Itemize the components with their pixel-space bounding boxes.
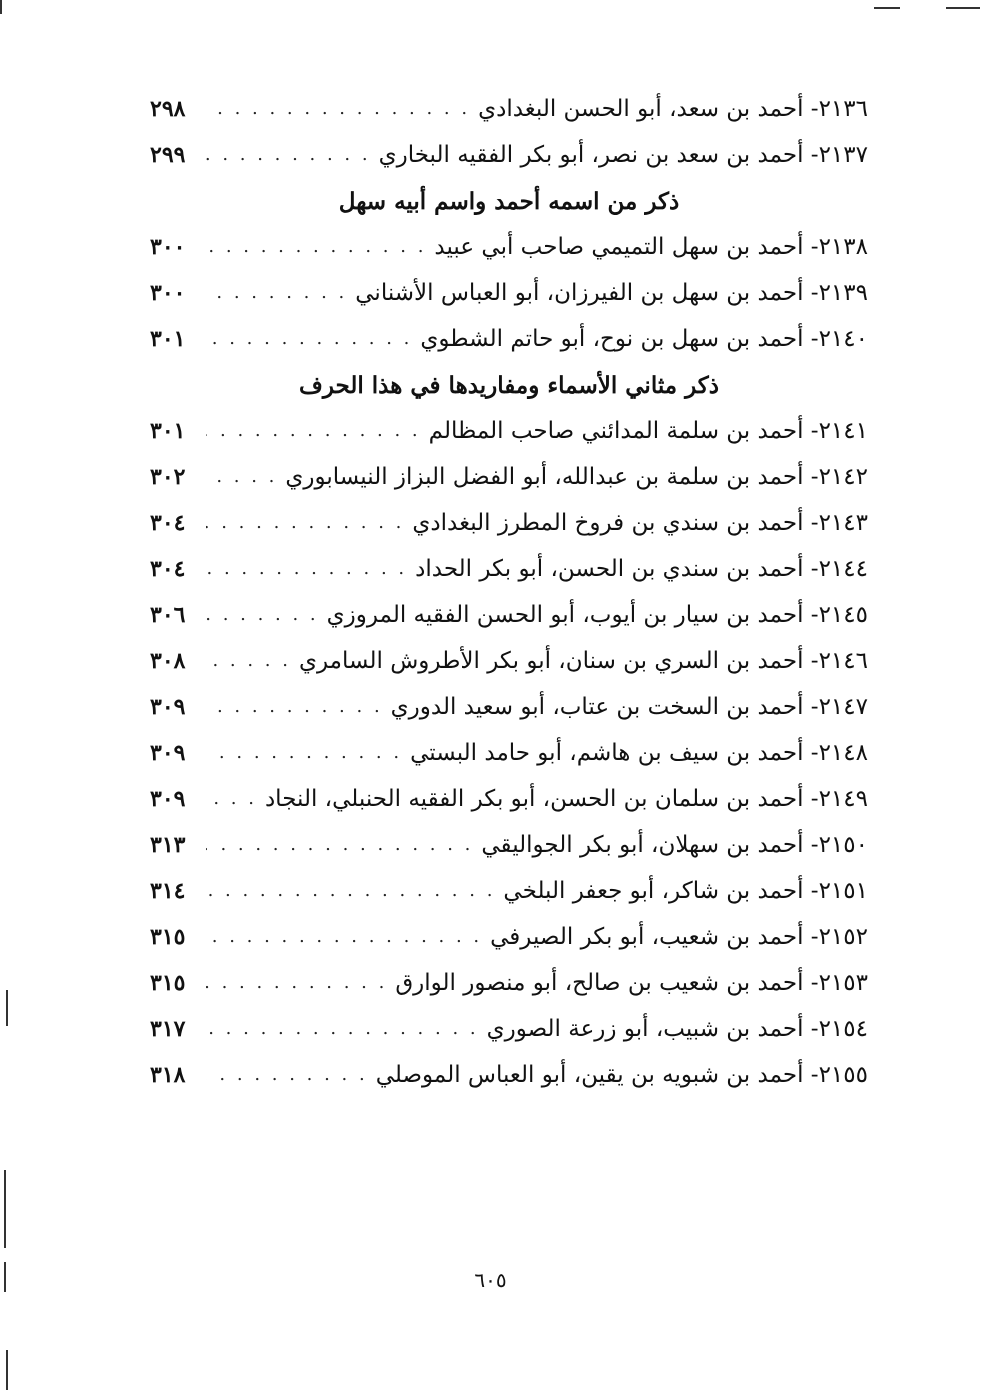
entry-page-number: ٣٠٩ [150,740,186,766]
entry-page-number: ٣٠١ [150,418,186,444]
entry-page-number: ٣١٣ [150,832,186,858]
dot-leader [206,316,412,362]
entry-page-number: ٣١٥ [150,970,186,996]
scan-artifact-left-1 [6,990,8,1026]
dot-leader [206,914,482,960]
toc-entry [150,822,868,868]
entry-title: ٢١٤٦- أحمد بن السري بن سنان، أبو بكر الأطروش السامري [298,648,868,674]
dot-leader [206,1052,368,1098]
dot-leader [206,500,404,546]
entry-page-number: ٣١٤ [150,878,186,904]
entry-title: ٢١٣٧- أحمد بن سعد بن نصر، أبو بكر الفقيه البخاري [378,142,868,168]
toc-entry [150,316,868,362]
entry-title: ٢١٤٨- أحمد بن سيف بن هاشم، أبو حامد البستي [410,740,868,766]
entry-title: ٢١٣٦- أحمد بن سعد، أبو الحسن البغدادي [478,96,868,122]
entry-title: ٢١٤٣- أحمد بن سندي بن فروخ المطرز البغدادي [412,510,868,536]
entry-page-number: ٣٠٦ [150,602,186,628]
dot-leader [206,776,257,822]
entry-page-number: ٣١٨ [150,1062,186,1088]
toc-entry [150,270,868,316]
scan-artifact-left-2 [4,1170,6,1248]
scan-artifact-top-right [874,7,900,9]
entry-page-number: ٣٠٢ [150,464,186,490]
toc-entry [150,1052,868,1098]
toc-entry [150,868,868,914]
entry-page-number: ٣١٥ [150,924,186,950]
entry-title: ٢١٤٤- أحمد بن سندي بن الحسن، أبو بكر الحداد [415,556,868,582]
toc-entry [150,730,868,776]
entry-title: ٢١٤٠- أحمد بن سهل بن نوح، أبو حاتم الشطوي [420,326,868,352]
toc-entry [150,960,868,1006]
entry-page-number: ٣٠٤ [150,510,186,536]
entry-page-number: ٣٠٠ [150,280,186,306]
entry-page-number: ٢٩٩ [150,142,186,168]
toc-entry [150,86,868,132]
entry-title: ٢١٣٨- أحمد بن سهل التميمي صاحب أبي عبيد [434,234,868,260]
entry-title: ٢١٥٠- أحمد بن سهلان، أبو بكر الجواليقي [481,832,868,858]
entry-title: ٢١٣٩- أحمد بن سهل بن الفيرزان، أبو العباس الأشناني [355,280,868,306]
entry-page-number: ٣٠٠ [150,234,186,260]
entry-title: ٢١٥٣- أحمد بن شعيب بن صالح، أبو منصور الوارق [395,970,868,996]
dot-leader [206,868,495,914]
table-of-contents [150,86,868,1098]
entry-page-number: ٣٠٤ [150,556,186,582]
dot-leader [206,684,383,730]
dot-leader [206,408,421,454]
entry-page-number: ٣٠٩ [150,694,186,720]
toc-entry [150,132,868,178]
entry-title: ٢١٤١- أحمد بن سلمة المدائني صاحب المظالم [428,418,868,444]
section-heading: ذكر من اسمه أحمد واسم أبيه سهل [338,187,680,215]
entry-page-number: ٣٠٩ [150,786,186,812]
entry-title: ٢١٤٩- أحمد بن سلمان بن الحسن، أبو بكر الفقيه الحنبلي، النجاد [264,786,868,812]
toc-entry [150,638,868,684]
dot-leader [206,822,473,868]
dot-leader [206,270,347,316]
toc-entry [150,776,868,822]
entry-page-number: ٣١٧ [150,1016,186,1042]
toc-entry [150,408,868,454]
entry-page-number: ٣٠٨ [150,648,186,674]
entry-title: ٢١٥٢- أحمد بن شعيب، أبو بكر الصيرفي [490,924,868,950]
scan-artifact-top-right-2 [946,7,980,9]
entry-title: ٢١٥١- أحمد بن شاكر، أبو جعفر البلخي [503,878,868,904]
dot-leader [206,960,387,1006]
entry-title: ٢١٥٥- أحمد بن شبويه بن يقين، أبو العباس الموصلي [375,1062,868,1088]
dot-leader [206,454,277,500]
toc-entry [150,914,868,960]
toc-entry [150,546,868,592]
toc-entry [150,684,868,730]
dot-leader [206,638,291,684]
entry-title: ٢١٤٥- أحمد بن سيار بن أيوب، أبو الحسن الفقيه المروزي [326,602,868,628]
scan-artifact-left-4 [6,1350,8,1390]
dot-leader [206,132,371,178]
page-number: ٦٠٥ [474,1268,507,1292]
entry-page-number: ٣٠١ [150,326,186,352]
toc-entry [150,454,868,500]
dot-leader [206,1006,479,1052]
toc-entry [150,224,868,270]
dot-leader [206,224,426,270]
toc-entry [150,500,868,546]
dot-leader [206,592,319,638]
entry-title: ٢١٤٧- أحمد بن السخت بن عتاب، أبو سعيد الدوري [390,694,868,720]
dot-leader [206,730,402,776]
entry-page-number: ٢٩٨ [150,96,186,122]
toc-entry [150,592,868,638]
dot-leader [206,546,407,592]
entry-title: ٢١٥٤- أحمد بن شبيب، أبو زرعة الصوري [486,1016,868,1042]
dot-leader [206,86,470,132]
entry-title: ٢١٤٢- أحمد بن سلمة بن عبدالله، أبو الفضل البزاز النيسابوري [285,464,868,490]
section-heading: ذكر مثاني الأسماء ومفاريدها في هذا الحرف [299,371,719,399]
toc-entry [150,1006,868,1052]
scan-artifact-top-left [0,0,2,14]
